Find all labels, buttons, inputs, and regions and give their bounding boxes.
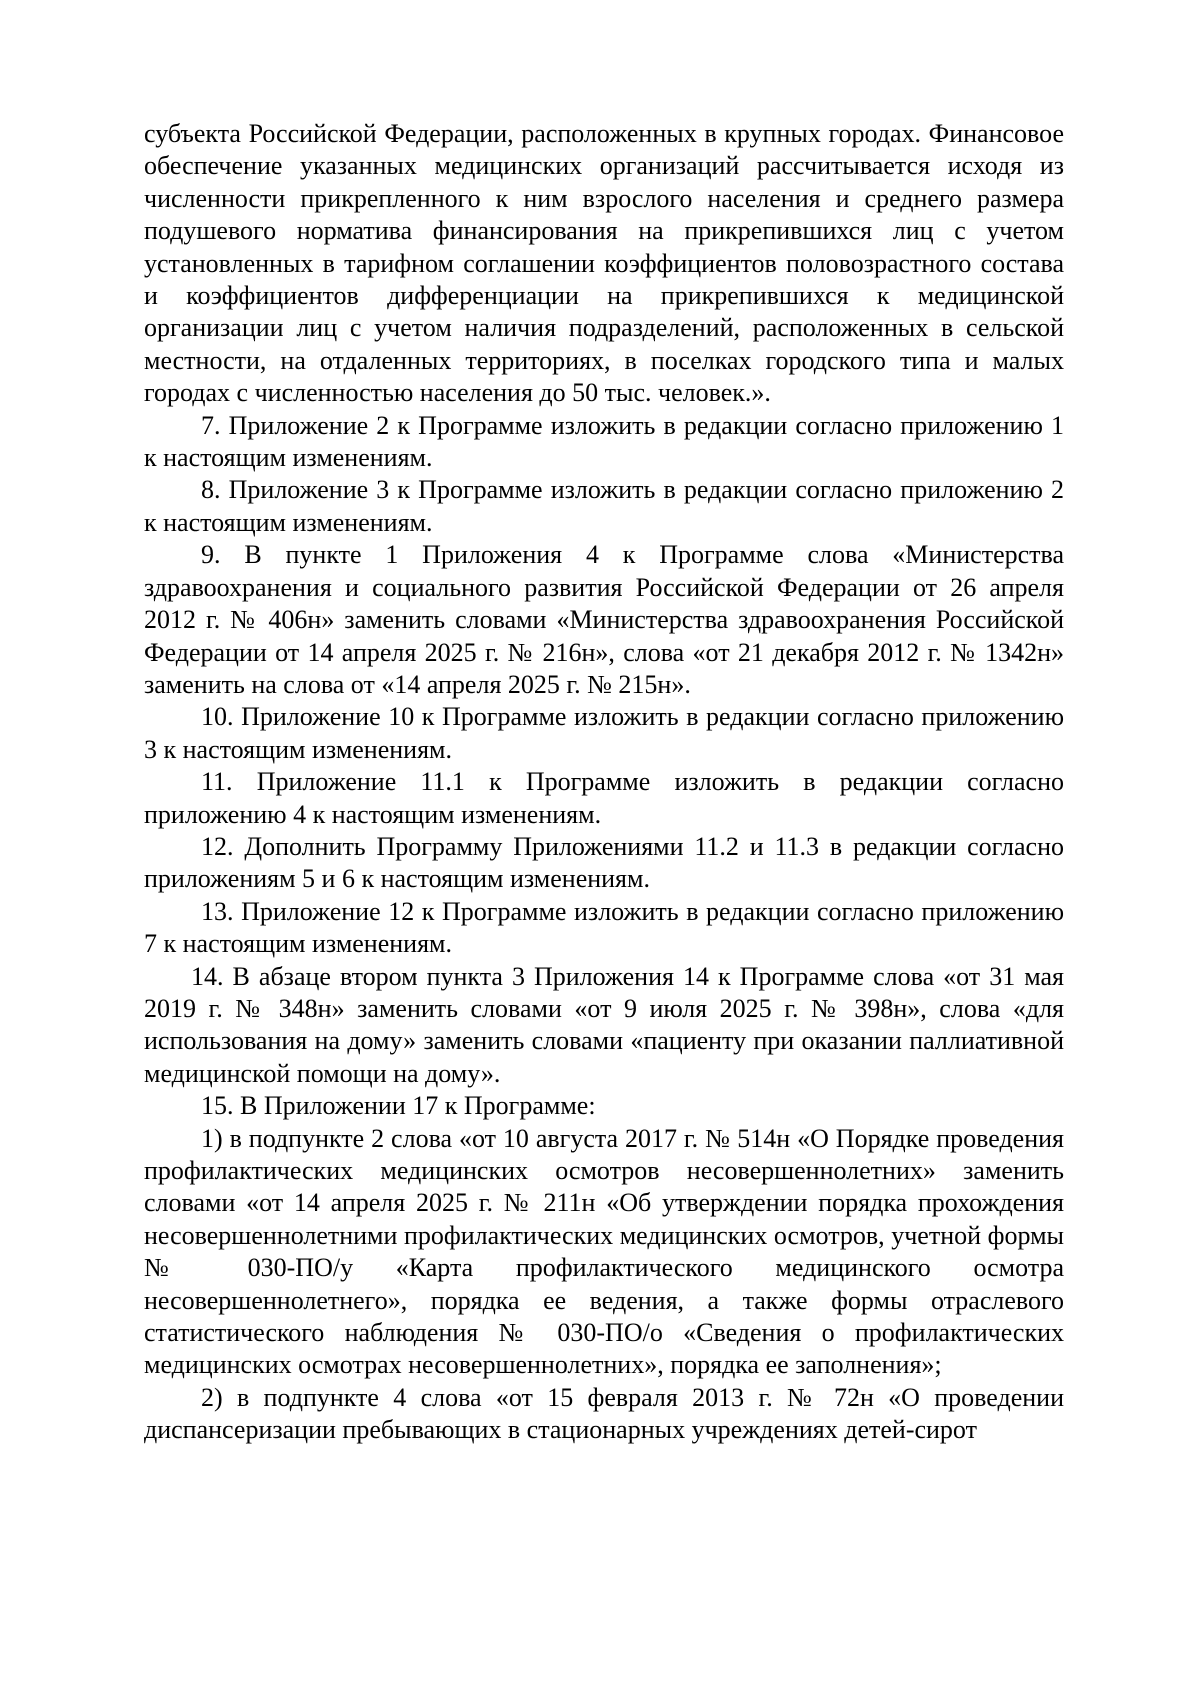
- paragraph-continuation: субъекта Российской Федерации, расположенных в крупных городах. Финансовое обеспечение указанных медицинских организаций рассчитывается исходя из численности прикрепленного к ним взрослого населения и среднего размера подушевого норматива финансирования на прикрепившихся лиц с учетом установленных в тарифном соглашении коэффициентов половозрастного состава и коэффициентов дифференциации на прикрепившихся к медицинской организации лиц с учетом наличия подразделений, расположенных в сельской местности, на отдаленных территориях, в поселках городского типа и малых городах с численностью населения до 50 тыс. человек.».: [144, 119, 1064, 408]
- paragraph-item-11: 11. Приложение 11.1 к Программе изложить в редакции согласно приложению 4 к настоящим изменениям.: [144, 767, 1064, 829]
- paragraph-item-10: 10. Приложение 10 к Программе изложить в редакции согласно приложению 3 к настоящим изменениям.: [144, 702, 1064, 764]
- paragraph-item-8: 8. Приложение 3 к Программе изложить в редакции согласно приложению 2 к настоящим изменениям.: [144, 475, 1064, 537]
- paragraph-item-7: 7. Приложение 2 к Программе изложить в редакции согласно приложению 1 к настоящим изменениям.: [144, 410, 1064, 473]
- paragraph-item-9: 9. В пункте 1 Приложения 4 к Программе слова «Министерства здравоохранения и социального развития Российской Федерации от 26 апреля 2012 г. № 406н» заменить словами «Министерства здравоохранения Российской Федерации от 14 апреля 2025 г. № 216н», слова «от 21 декабря 2012 г. № 1342н» заменить на слова от «14 апреля 2025 г. № 215н».: [144, 540, 1064, 699]
- subparagraph-1: 1) в подпункте 2 слова «от 10 августа 2017 г. № 514н «О Порядке проведения профилактических медицинских осмотров несовершеннолетних» заменить словами «от 14 апреля 2025 г. № 211н «Об утверждении порядка прохождения несовершеннолетними профилактических медицинских осмотров, учетной формы № 030-ПО/у «Карта профилактического медицинского осмотра несовершеннолетнего», порядка ее ведения, а также формы отраслевого статистического наблюдения № 030-ПО/о «Сведения о профилактических медицинских осмотрах несовершеннолетних», порядка ее заполнения»;: [144, 1123, 1064, 1380]
- subparagraph-2: 2) в подпункте 4 слова «от 15 февраля 2013 г. № 72н «О проведении диспансеризации пребывающих в стационарных учреждениях детей-сирот: [144, 1382, 1064, 1445]
- paragraph-item-15: 15. В Приложении 17 к Программе:: [201, 1091, 596, 1121]
- paragraph-item-14: 14. В абзаце втором пункта 3 Приложения 14 к Программе слова «от 31 мая 2019 г. № 348н» заменить словами «от 9 июля 2025 г. № 398н», слова «для использования на дому» заменить словами «пациенту при оказании паллиативной медицинской помощи на дому».: [144, 961, 1064, 1088]
- paragraph-item-12: 12. Дополнить Программу Приложениями 11.2 и 11.3 в редакции согласно приложениям 5 и 6 к настоящим изменениям.: [144, 831, 1064, 894]
- document-page: [144, 118, 1064, 1447]
- paragraph-item-13: 13. Приложение 12 к Программе изложить в редакции согласно приложению 7 к настоящим изменениям.: [144, 896, 1064, 959]
